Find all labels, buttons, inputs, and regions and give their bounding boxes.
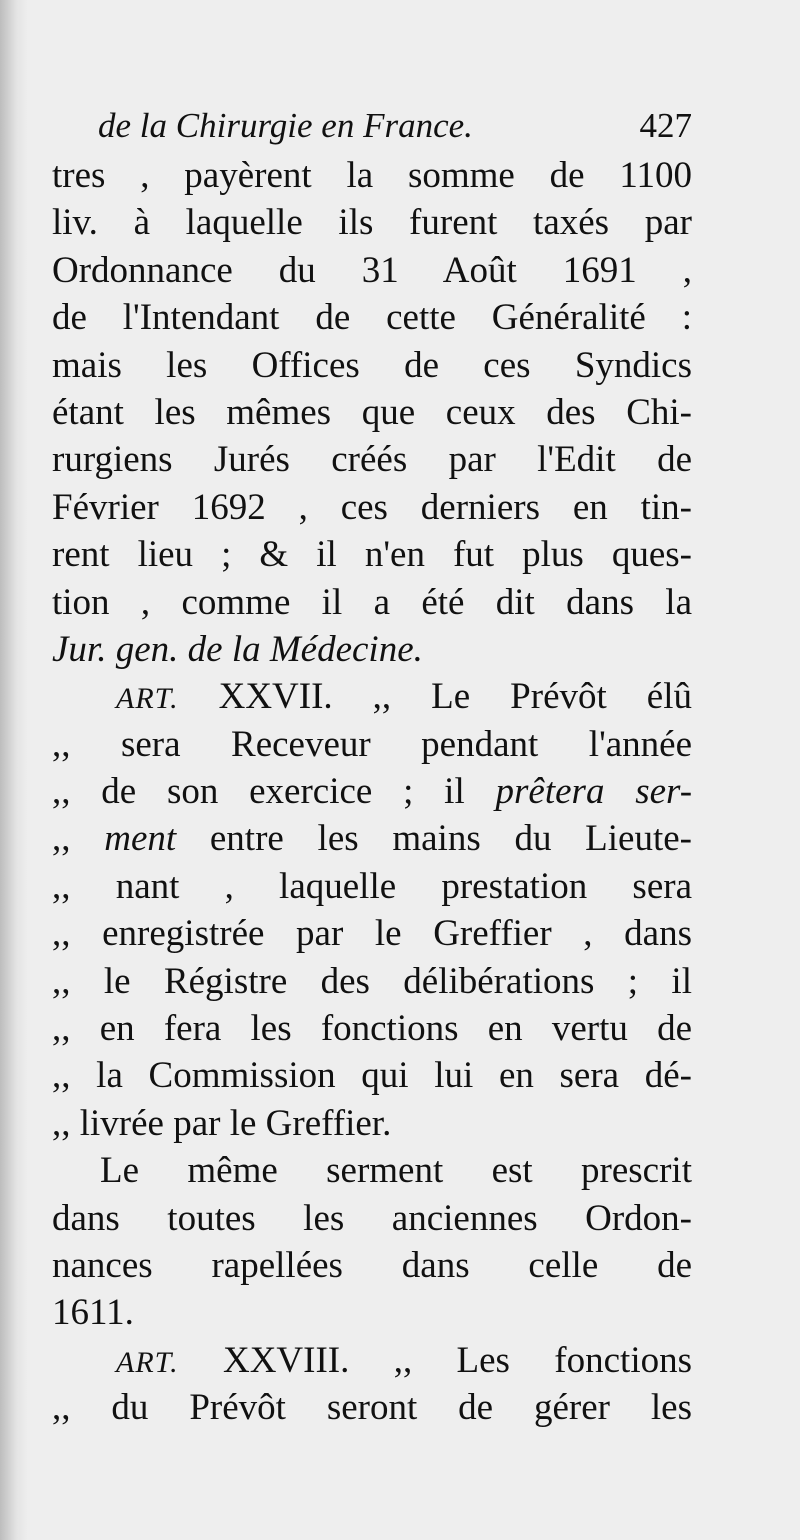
- text-segment: entre les mains du Lieute-: [209, 818, 692, 860]
- text-line: de l'Intendant de cette Généralité :: [52, 297, 692, 339]
- running-header: [52, 100, 692, 152]
- text-line: Ordonnance du 31 Août 1691 ,: [52, 249, 692, 291]
- text-line: ,, livrée par le Greffier.: [52, 1102, 392, 1144]
- text-segment: ,, de son exercice ; il: [52, 771, 465, 813]
- text-line: [52, 768, 692, 815]
- page-text: [52, 100, 692, 1432]
- text-line: [52, 815, 692, 862]
- text-segment-italic: ment: [104, 818, 177, 860]
- running-title: de la Chirurgie en France.: [98, 106, 473, 145]
- quote-mark: ,,: [52, 818, 71, 860]
- text-line: rurgiens Jurés créés par l'Edit de: [52, 439, 692, 481]
- text-line: ,, la Commission qui lui en sera dé-: [52, 1055, 692, 1097]
- article-heading: [52, 673, 692, 720]
- text-line: ,, en fera les fonctions en vertu de: [52, 1008, 692, 1050]
- text-line: Le même serment est prescrit: [100, 1150, 692, 1192]
- text-line: liv. à laquelle ils furent taxés par: [52, 202, 692, 244]
- text-line: Jur. gen. de la Médecine.: [52, 628, 423, 670]
- text-line: mais les Offices de ces Syndics: [52, 344, 692, 386]
- text-line: ,, sera Receveur pendant l'année: [52, 723, 692, 765]
- text-line: ,, du Prévôt seront de gérer les: [52, 1387, 692, 1429]
- text-line: tres , payèrent la somme de 1100: [52, 155, 692, 196]
- text-line: rent lieu ; & il n'en fut plus ques-: [52, 534, 692, 576]
- text-line: dans toutes les anciennes Ordon-: [52, 1197, 692, 1239]
- page-number: 427: [639, 106, 692, 145]
- page-gutter-shadow: [0, 0, 28, 1540]
- article-heading-text: XXVII. ,, Le Prévôt élû: [218, 676, 692, 718]
- art-label: ART.: [116, 1345, 179, 1379]
- text-line: 1611.: [52, 1292, 134, 1334]
- text-line: ,, enregistrée par le Greffier , dans: [52, 913, 692, 955]
- text-line: Février 1692 , ces derniers en tin-: [52, 486, 692, 528]
- text-line: ,, nant , laquelle prestation sera: [52, 865, 692, 907]
- text-line: étant les mêmes que ceux des Chi-: [52, 391, 692, 433]
- art-label: ART.: [116, 682, 179, 716]
- text-segment-italic: prêtera ser-: [495, 771, 692, 813]
- article-heading: [52, 1337, 692, 1384]
- article-heading-text: XXVIII. ,, Les fonctions: [222, 1339, 692, 1381]
- text-line: ,, le Régistre des délibérations ; il: [52, 960, 692, 1002]
- text-line: tion , comme il a été dit dans la: [52, 581, 692, 623]
- text-line: nances rapellées dans celle de: [52, 1244, 692, 1286]
